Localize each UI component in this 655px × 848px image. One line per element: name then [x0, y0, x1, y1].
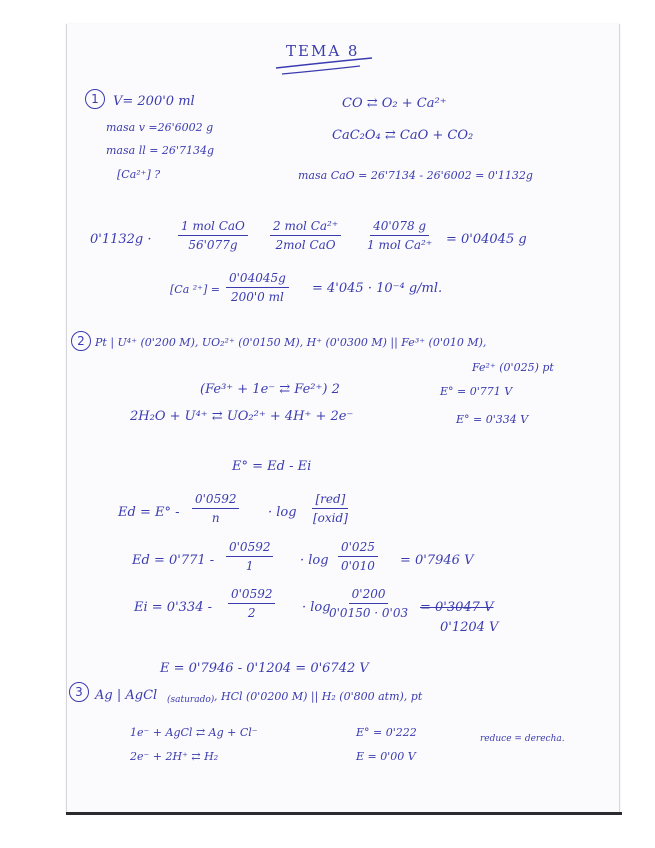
ed-log-numerator: [red] — [312, 492, 348, 509]
ei-log-numerator: 0'200 — [349, 587, 389, 604]
p2-ed-log-fraction — [310, 492, 351, 525]
p3-cell-rest: , HCl (0'0200 M) || H₂ (0'800 atm), pt — [214, 690, 423, 703]
ei-denominator: 2 — [247, 606, 256, 620]
ed2-numerator: 0'0592 — [226, 540, 273, 557]
p2-cell-line-1: Pt | U⁴⁺ (0'200 M), UO₂²⁺ (0'0150 M), H⁺ (0'0300 M) || Fe³⁺ (0'010 M), — [95, 336, 487, 349]
ed-denominator: n — [211, 511, 220, 525]
p3-reaction-2: 2e⁻ + 2H⁺ ⇄ H₂ — [130, 750, 219, 763]
p2-ei-lead: Ei = 0'334 - — [134, 600, 212, 615]
p2-ei-fraction — [228, 587, 275, 620]
p1-factor-3 — [364, 219, 435, 252]
p1-conv-lead: 0'1132g · — [90, 232, 152, 247]
p2-ei-result: 0'1204 V — [440, 620, 499, 635]
p2-potential-2: E° = 0'334 V — [456, 413, 529, 426]
factor-3-numerator: 40'078 g — [370, 219, 429, 236]
p3-cell-saturado: (saturado) — [167, 695, 215, 705]
p2-ei-log-fraction — [326, 587, 411, 620]
p1-conv-result: = 0'04045 g — [446, 232, 527, 247]
p1-masa-v: masa v =26'6002 g — [106, 121, 214, 134]
factor-3-denominator: 1 mol Ca²⁺ — [367, 238, 433, 252]
problem-1-number: 1 — [85, 89, 105, 109]
p2-ed2-log: · log — [300, 553, 329, 568]
p2-ed-lead: Ed = E° - — [118, 505, 180, 520]
p2-potential-1: E° = 0'771 V — [440, 385, 513, 398]
p2-emf-formula: E° = Ed - Ei — [232, 459, 312, 474]
conc-numerator: 0'04045g — [226, 271, 289, 288]
title-underline-2 — [282, 66, 360, 74]
ed2-log-denominator: 0'010 — [341, 559, 375, 573]
p1-factor-1 — [178, 219, 248, 252]
ed2-denominator: 1 — [245, 559, 254, 573]
problem-3-number: 3 — [69, 682, 89, 702]
p1-reaction-1: CO ⇄ O₂ + Ca²⁺ — [342, 96, 447, 111]
factor-2-denominator: 2mol CaO — [275, 238, 336, 252]
p2-ed2-fraction — [226, 540, 273, 573]
p2-ed-log: · log — [268, 505, 297, 520]
p2-ed2-lead: Ed = 0'771 - — [132, 553, 215, 568]
ei-log-denominator: 0'0150 · 0'03 — [329, 606, 409, 620]
ei-numerator: 0'0592 — [228, 587, 275, 604]
p2-ei-log: · log — [302, 600, 331, 615]
p1-volume: V= 200'0 ml — [113, 94, 195, 109]
p1-question: [Ca²⁺] ? — [117, 168, 161, 181]
p1-reaction-2: CaC₂O₄ ⇄ CaO + CO₂ — [332, 128, 474, 143]
bottom-edge-rule — [66, 812, 622, 815]
p3-potential-1: E° = 0'222 — [356, 726, 417, 739]
p1-conc-lead: [Ca ²⁺] = — [170, 283, 220, 296]
p3-note: reduce = derecha. — [480, 734, 565, 744]
p2-final-emf: E = 0'7946 - 0'1204 = 0'6742 V — [160, 661, 369, 676]
p2-cell-line-2: Fe²⁺ (0'025) pt — [472, 361, 554, 374]
factor-1-denominator: 56'077g — [188, 238, 238, 252]
p1-masa-ll: masa ll = 26'7134g — [106, 144, 214, 157]
factor-1-numerator: 1 mol CaO — [178, 219, 248, 236]
p1-mass-calc: masa CaO = 26'7134 - 26'6002 = 0'1132g — [298, 169, 533, 182]
p3-cell-start: Ag | AgCl — [95, 688, 158, 703]
p1-conc-result: = 4'045 · 10⁻⁴ g/ml. — [312, 281, 443, 296]
ed-numerator: 0'0592 — [192, 492, 239, 509]
conc-denominator: 200'0 ml — [230, 290, 284, 304]
p1-factor-2 — [270, 219, 341, 252]
factor-2-numerator: 2 mol Ca²⁺ — [270, 219, 341, 236]
p3-reaction-1: 1e⁻ + AgCl ⇄ Ag + Cl⁻ — [130, 726, 258, 739]
p2-ed2-log-fraction — [338, 540, 378, 573]
p2-ed-fraction — [192, 492, 239, 525]
p2-reaction-2: 2H₂O + U⁴⁺ ⇄ UO₂²⁺ + 4H⁺ + 2e⁻ — [130, 409, 354, 424]
page-title: TEMA 8 — [286, 42, 360, 60]
p2-ei-crossed-result: = 0'3047 V — [420, 600, 494, 615]
p2-ed2-result: = 0'7946 V — [400, 553, 474, 568]
p3-potential-2: E = 0'00 V — [356, 750, 416, 763]
problem-2-number: 2 — [71, 331, 91, 351]
p1-conc-fraction — [226, 271, 289, 304]
ed2-log-numerator: 0'025 — [338, 540, 378, 557]
ed-log-denominator: [oxid] — [313, 511, 348, 525]
p2-reaction-1: (Fe³⁺ + 1e⁻ ⇄ Fe²⁺) 2 — [200, 382, 340, 397]
